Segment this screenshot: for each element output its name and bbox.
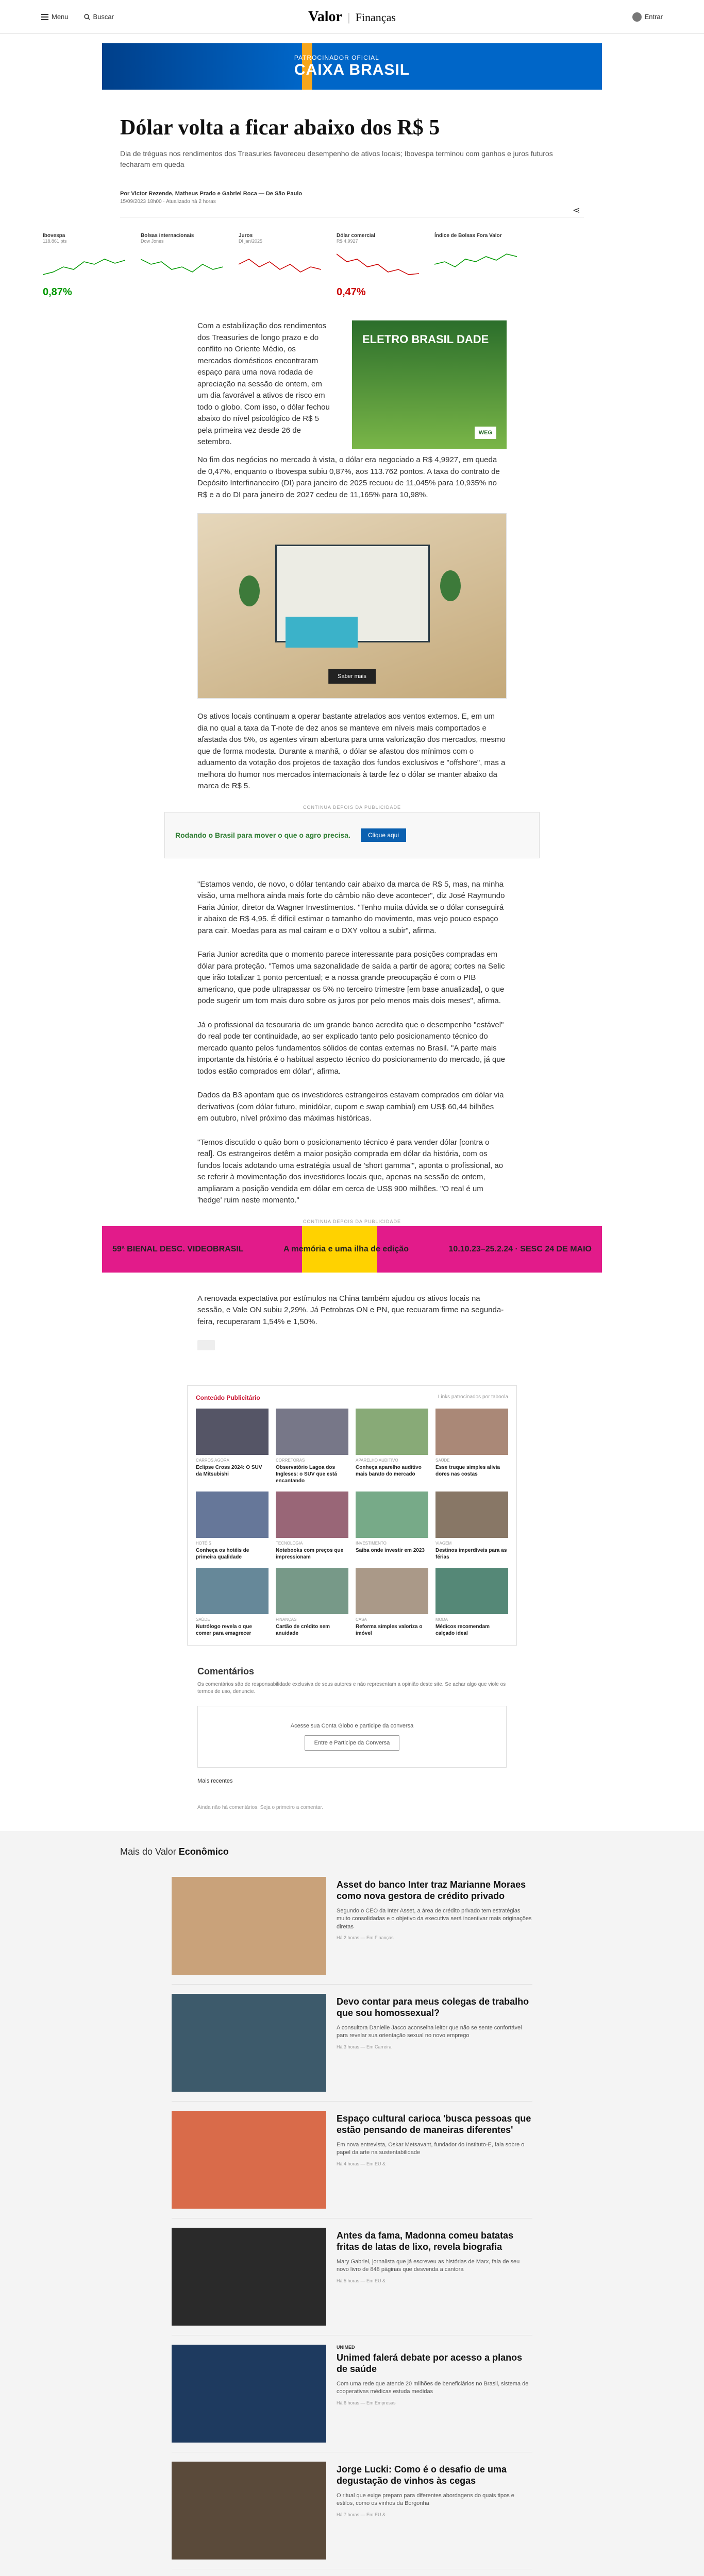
more-item[interactable] [172,1985,532,2102]
market-widget-title: Dólar comercial [337,233,376,239]
comments-empty: Ainda não há comentários. Seja o primeiro a comentar. [197,1804,324,1810]
sponsored-card[interactable] [276,1568,348,1637]
sponsor-label: CONTINUA DEPOIS DA PUBLICIDADE [303,804,401,810]
market-widget-title: Índice de Bolsas Fora Valor [434,233,502,239]
comments-sort-select[interactable]: Mais recentes [197,1777,233,1784]
ad-main-text: CAIXA BRASIL [294,61,410,78]
market-widget-title: Juros [239,233,253,239]
sponsored-source: CARROS AGORA [196,1458,229,1463]
sponsored-source: INVESTIMENTO [356,1540,387,1546]
comments-title: Comentários [197,1666,255,1676]
sponsored-card[interactable] [356,1568,428,1637]
strip-ad[interactable] [102,1226,602,1273]
sponsored-card[interactable] [276,1409,348,1484]
sponsored-source: MODA [435,1617,448,1622]
sponsored-image [356,1409,428,1455]
sparkline-chart [43,244,125,285]
more-title-bold: Econômico [178,1846,229,1857]
sparkline-chart [434,239,517,280]
ad-cta-button[interactable]: Saber mais [328,669,376,684]
market-widget-sub: R$ 4,9927 [337,239,358,244]
article-subtitle: Dia de tréguas nos rendimentos dos Treasuries favoreceu desempenho de ativos locais; Ibovespa terminou com ganhos e juros futuros fecharam em queda [120,149,553,169]
article-title: Dólar volta a ficar abaixo dos R$ 5 [120,116,440,140]
more-item-thumbnail [172,2345,326,2443]
paragraph: "Temos discutido o quão bom o posicionamento técnico é para vender dólar [contra o real]. Os estrangeiros detêm a maior posição comprada em dólar da história, com os fundos locais adotando uma estratégia usual de 'short gamma'", aponta o profissional, ao se referir à movimentação dos investidores locais que, apenas na sessão de ontem, ampliaram a posição vendida em dólar em cerca de US$ 900 milhões. "O real é um 'hedge' ruim neste momento." [197,1138,504,1205]
more-item-thumbnail [172,2462,326,2560]
sponsored-card[interactable] [276,1492,348,1561]
ad-pool-shape [286,617,358,648]
search-icon [84,14,90,20]
sponsored-image [356,1492,428,1538]
user-icon [632,12,642,22]
site-header [0,0,704,34]
sponsored-caption: Conheça os hotéis de primeira qualidade [196,1547,249,1560]
sponsored-caption: Reforma simples valoriza o imóvel [356,1623,423,1636]
comments-section [197,1666,507,1810]
more-title [120,1846,584,1857]
sponsored-caption: Saiba onde investir em 2023 [356,1547,425,1553]
paragraph: "Estamos vendo, de novo, o dólar tentando cair abaixo da marca de R$ 5, mas, na minha visão, uma melhora ainda mais forte do câmbio não deve acontecer", diz José Raymundo Faria Júnior, diretor da Wagner Investimentos. "Tenho muita dúvida se o dólar conseguirá ir abaixo de R$ 4,95. É difícil estimar o tamanho do movimento, mas vejo pouco espaço para cair. Moedas para as mal cairam e o DXY voltou a subir", afirma. [197,879,505,935]
sponsored-caption: Observatório Lagoa dos Ingleses: o SUV que está encantando [276,1464,337,1484]
more-item[interactable] [172,2102,532,2218]
menu-button[interactable] [41,13,69,21]
wide-ad-button[interactable]: Clique aqui [361,828,406,842]
sponsored-card[interactable] [356,1409,428,1484]
article [43,115,584,300]
more-item-desc: O ritual que exige preparo para diferentes abordagens do quais tipos e estilos, como os vinhos da Borgonha [337,2492,514,2507]
header-left [41,13,114,21]
more-item[interactable] [172,2335,532,2452]
sponsored-image [276,1492,348,1538]
market-widget-sub: DI jan/2025 [239,239,263,244]
more-item-thumbnail [172,2111,326,2209]
market-widget[interactable] [141,233,225,300]
sponsored-card[interactable] [196,1568,269,1637]
market-widget-value: 0,47% [337,286,366,298]
sponsored-image [435,1492,508,1538]
hamburger-icon [41,14,48,20]
sponsored-source: CASA [356,1617,367,1622]
sponsored-source: SAÚDE [435,1458,450,1463]
market-widget-sub: Dow Jones [141,239,164,244]
ad-tree-shape [239,575,260,606]
sponsored-image [276,1568,348,1614]
more-item-meta: Há 6 horas — Em Empresas [337,2400,396,2405]
more-item-meta: Há 3 horas — Em Carreira [337,2044,392,2049]
article-body [197,320,507,792]
more-item-title[interactable]: Espaço cultural carioca 'busca pessoas que estão pensando de maneiras diferentes' [337,2113,531,2136]
more-item-kicker: UNIMED [337,2344,355,2350]
sponsored-card[interactable] [435,1492,508,1561]
sponsored-title: Conteúdo Publicitário [196,1394,260,1401]
sponsored-card[interactable] [356,1492,428,1561]
more-item[interactable] [172,1868,532,1985]
more-item-meta: Há 4 horas — Em EU & [337,2161,386,2166]
sponsored-caption: Eclipse Cross 2024: O SUV da Mitsubishi [196,1464,262,1477]
sparkline-chart [141,244,223,285]
market-widget[interactable] [43,233,127,300]
more-item-desc: Segundo o CEO da Inter Asset, a área de crédito privado tem estratégias muito consolidadas e o objetivo da executiva será incentivar mais originações diretas [337,1907,532,1930]
sponsored-by[interactable]: Links patrocinados por taboola [438,1394,508,1400]
more-item-thumbnail [172,1877,326,1975]
logo-separator: | [347,10,350,24]
market-widget[interactable] [434,233,519,300]
sponsored-source: TECNOLOGIA [276,1540,303,1546]
paragraph: Dados da B3 apontam que os investidores estrangeiros estavam comprados em dólar via derivativos (com dólar futuro, minidólar, cupom e swap cambial) em US$ 60,44 bilhões em outubro, nível próximo das máximas históricas. [197,1091,504,1123]
sponsored-caption: Esse truque simples alivia dores nas costas [435,1464,500,1477]
sparkline-chart [239,244,321,285]
more-item-title[interactable]: Antes da fama, Madonna comeu batatas fritas de latas de lixo, revela biografia [337,2230,514,2252]
sponsored-card[interactable] [196,1492,269,1561]
sponsored-source: SAÚDE [196,1617,210,1622]
sponsored-image [196,1568,269,1614]
sponsored-source: APARELHO AUDITIVO [356,1458,398,1463]
sponsored-image [196,1409,269,1455]
sponsored-caption: Conheça aparelho auditivo mais barato do mercado [356,1464,422,1477]
more-item-desc: Em nova entrevista, Oskar Metsavaht, fundador do Instituto-E, fala sobre o papel da arte na sustentabilidade [337,2141,525,2156]
sponsored-header [196,1394,508,1401]
more-item[interactable] [172,2218,532,2335]
more-item-desc: Mary Gabriel, jornalista que já escreveu as histórias de Marx, fala de seu novo livro de 848 páginas que desvenda a cantora [337,2258,520,2273]
more-item-title[interactable]: Jorge Lucki: Como é o desafio de uma degustação de vinhos às cegas [337,2464,507,2486]
byline: Por Victor Rezende, Matheus Prado e Gabriel Roca — De São Paulo [120,191,303,197]
market-widget[interactable] [239,233,323,300]
market-widget[interactable] [337,233,421,300]
sponsored-image [196,1492,269,1538]
comments-login-box [197,1706,507,1768]
paragraph: Faria Junior acredita que o momento parece interessante para posições compradas em dólar para proteção. "Temos uma sazonalidade de saída a partir de agora; cortes na Selic que irão totalizar 1 ponto percentual; e a nossa grande preocupação é com o PIB americano, que pode ultrapassar os 5% no terceiro trimestre [em base anualizada], o que pode sugerir um tom mais duro sobre os juros por pelo menos mais dois meses", afirma. [197,950,505,1006]
ad-small-text: PATROCINADOR OFICIAL [294,54,379,61]
sponsored-image [356,1568,428,1614]
strip-ad-right: 10.10.23–25.2.24 · SESC 24 DE MAIO [448,1244,592,1253]
article-body-2 [197,879,507,1207]
paragraph: Já o profissional da tesouraria de um grande banco acredita que o desempenho "estável" do real pode ter continuidade, ao ser explicado tanto pelo posicionamento técnico do mercado quanto pelos fundamentos sólidos de contas externas no Brasil. "A parte mais importante da história é o habitual aspecto técnico do posicionamento do mercado, já que todos estão comprados em dólar", afirma. [197,1020,506,1076]
search-button[interactable] [84,13,114,21]
paragraph: Os ativos locais continuam a operar bastante atrelados aos ventos externos. E, em um dia no qual a taxa da T-note de dez anos se manteve em níveis mais comportados e afastada dos 5%, os agentes viram abertura para uma valorização dos mercados, mesmo que de forma modesta. Durante a manhã, o dólar se afastou dos mínimos com o aduamento da votação dos projetos de taxação dos fundos exclusivos e "offshore", mas a melhora do humor nos mercados internacionais à tarde fez o dólar se manter abaixo da marca de R$ 5. [197,712,506,791]
site-logo[interactable] [308,9,396,25]
market-widgets [43,233,661,300]
more-item[interactable] [172,2452,532,2569]
ad-badge: WEG [475,427,496,439]
sponsored-caption: Nutrólogo revela o que comer para emagrecer [196,1623,252,1636]
sponsored-image [276,1409,348,1455]
sponsored-source: VIAGEM [435,1540,452,1546]
sponsored-content [187,1385,517,1646]
more-item-thumbnail [172,1994,326,2092]
wide-ad-text: Rodando o Brasil para mover o que o agro precisa. [175,831,350,839]
big-ad[interactable] [197,513,507,699]
more-item-thumbnail [172,2228,326,2326]
more-item-meta: Há 7 horas — Em EU & [337,2512,386,2517]
market-widget-title: Ibovespa [43,233,65,239]
more-item-desc: Com uma rede que atende 20 milhões de beneficiários no Brasil, sistema de cooperativas médicas estuda medidas [337,2380,529,2395]
sponsored-source: CORRETORAS [276,1458,305,1463]
sponsor-label: CONTINUA DEPOIS DA PUBLICIDADE [303,1218,401,1224]
more-title-prefix: Mais do Valor [120,1846,179,1857]
sponsored-image [435,1409,508,1455]
more-item-meta: Há 5 horas — Em EU & [337,2278,386,2283]
sponsored-caption: Cartão de crédito sem anuidade [276,1623,330,1636]
sponsored-image [435,1568,508,1614]
market-widget-title: Bolsas internacionais [141,233,194,239]
logo-text: Valor [308,8,342,25]
comments-login-button[interactable]: Entre e Participe da Conversa [305,1735,400,1751]
comments-note: Os comentários são de responsabilidade exclusiva de seus autores e não representam a opinião deste site. Se achar algo que viole os termos de uso, denuncie. [197,1681,506,1694]
tag-placeholder[interactable] [197,1340,215,1350]
paragraph: No fim dos negócios no mercado à vista, o dólar era negociado a R$ 4,9927, em queda de 0,47%, enquanto o Ibovespa subiu 0,87%, aos 113.762 pontos. A taxa do contrato de Depósito Interfinanceiro (DI) para janeiro de 2025 recuou de 11,045% para 10,935% no R$ e a do DI para janeiro de 2027 cedeu de 11,165% para 10,98%. [197,455,500,499]
comments-prompt: Acesse sua Conta Globo e participe da conversa [290,1722,414,1729]
sponsored-caption: Destinos imperdíveis para as férias [435,1547,507,1560]
sponsored-caption: Médicos recomendam calçado ideal [435,1623,490,1636]
paragraph: A renovada expectativa por estímulos na China também ajudou os ativos locais na sessão, e Vale ON subiu 2,29%. Já Petrobras ON e PN, que recuaram firme na segunda-feira, recuperaram 1,54% e 1,50%. [197,1294,504,1326]
market-widget-value: 0,87% [43,286,72,298]
inline-ad[interactable] [352,320,507,449]
more-item-title[interactable]: Devo contar para meus colegas de trabalho que sou homossexual? [337,1996,529,2019]
more-list [120,1868,584,2576]
more-from-valor [0,1831,704,2576]
inline-ad-title: ELETRO BRASIL DADE [362,333,489,346]
menu-label: Menu [52,13,69,21]
sponsored-source: HOTÉIS [196,1540,211,1546]
sponsored-grid [196,1409,508,1637]
sponsored-source: FINANÇAS [276,1617,297,1622]
more-item-title[interactable]: Asset do banco Inter traz Marianne Moraes como nova gestora de crédito privado [337,1879,526,1902]
more-item[interactable] [172,2569,532,2576]
market-widget-sub: 118.861 pts [43,239,67,244]
sponsored-caption: Notebooks com preços que impressionam [276,1547,344,1560]
sponsored-card[interactable] [435,1568,508,1637]
sponsored-card[interactable] [196,1409,269,1484]
search-label: Buscar [93,13,114,21]
more-item-desc: A consultora Danielle Jacco aconselha leitor que não se sente confortável para revelar sua orientação sexual no novo emprego [337,2024,522,2039]
article-body-3 [197,1293,507,1354]
login-label: Entrar [644,13,663,21]
sponsored-card[interactable] [435,1409,508,1484]
strip-ad-left: 59ª BIENAL DESC. VIDEOBRASIL [112,1244,244,1253]
top-banner-ad[interactable] [102,43,602,90]
sparkline-chart [337,244,419,285]
section-name: Finanças [355,10,396,24]
ad-tree-shape [440,570,461,601]
share-icon[interactable]: ⋖ [572,205,580,215]
more-item-meta: Há 2 horas — Em Finanças [337,1935,394,1940]
paragraph: Com a estabilização dos rendimentos dos Treasuries de longo prazo e do conflito no Oriente Médio, os mercados domésticos encontraram espaço para uma nova rodada de apreciação na sessão de ontem, em um dia favorável a ativos de risco em todo o globo. Com isso, o dólar fechou abaixo do nível psicológico de R$ 5 pela primeira vez desde 26 de setembro. [197,321,330,447]
more-item-title[interactable]: Unimed falerá debate por acesso a planos de saúde [337,2352,523,2375]
publish-time: 15/09/2023 18h00 · Atualizado há 2 horas [120,199,216,205]
login-button[interactable] [632,12,663,22]
wide-ad[interactable] [164,812,540,858]
strip-ad-mid: A memória e uma ilha de edição [283,1244,409,1253]
